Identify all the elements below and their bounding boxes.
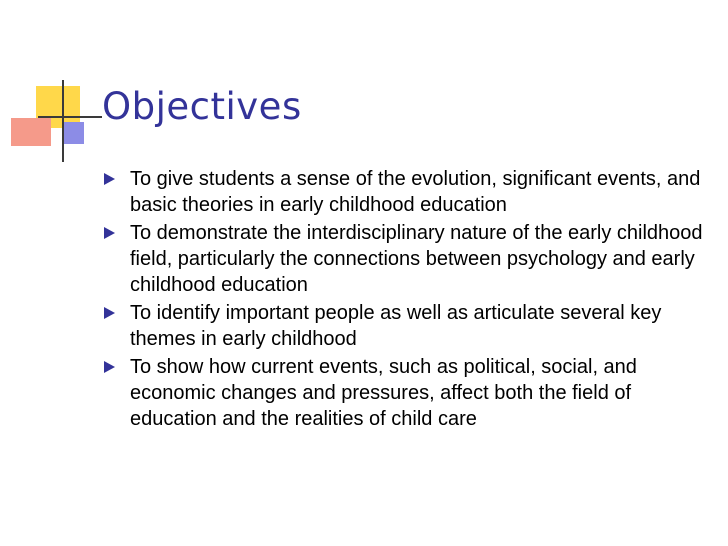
bullet-item — [104, 220, 714, 298]
bullet-text: To give students a sense of the evolution, significant events, and basic theories in early childhood education — [130, 168, 701, 216]
bullet-text: To show how current events, such as political, social, and economic changes and pressures, affect both the field of education and the realities of child care — [130, 356, 637, 430]
bullet-text: To identify important people as well as articulate several key themes in early childhood — [130, 302, 662, 350]
bullet-item — [104, 300, 714, 352]
pink-square — [11, 118, 51, 146]
triangle-bullet-icon — [104, 227, 115, 239]
bullet-item — [104, 354, 714, 432]
slide-title: Objectives — [102, 85, 302, 128]
triangle-bullet-icon — [104, 307, 115, 319]
blue-square — [62, 122, 84, 144]
bullet-text: To demonstrate the interdisciplinary nature of the early childhood field, particularly the connections between psychology and early childhood education — [130, 222, 703, 296]
bullet-list — [104, 166, 714, 434]
horizontal-rule — [38, 116, 102, 118]
bullet-item — [104, 166, 714, 218]
decorative-squares-logo — [0, 0, 110, 170]
vertical-rule — [62, 80, 64, 162]
triangle-bullet-icon — [104, 173, 115, 185]
triangle-bullet-icon — [104, 361, 115, 373]
